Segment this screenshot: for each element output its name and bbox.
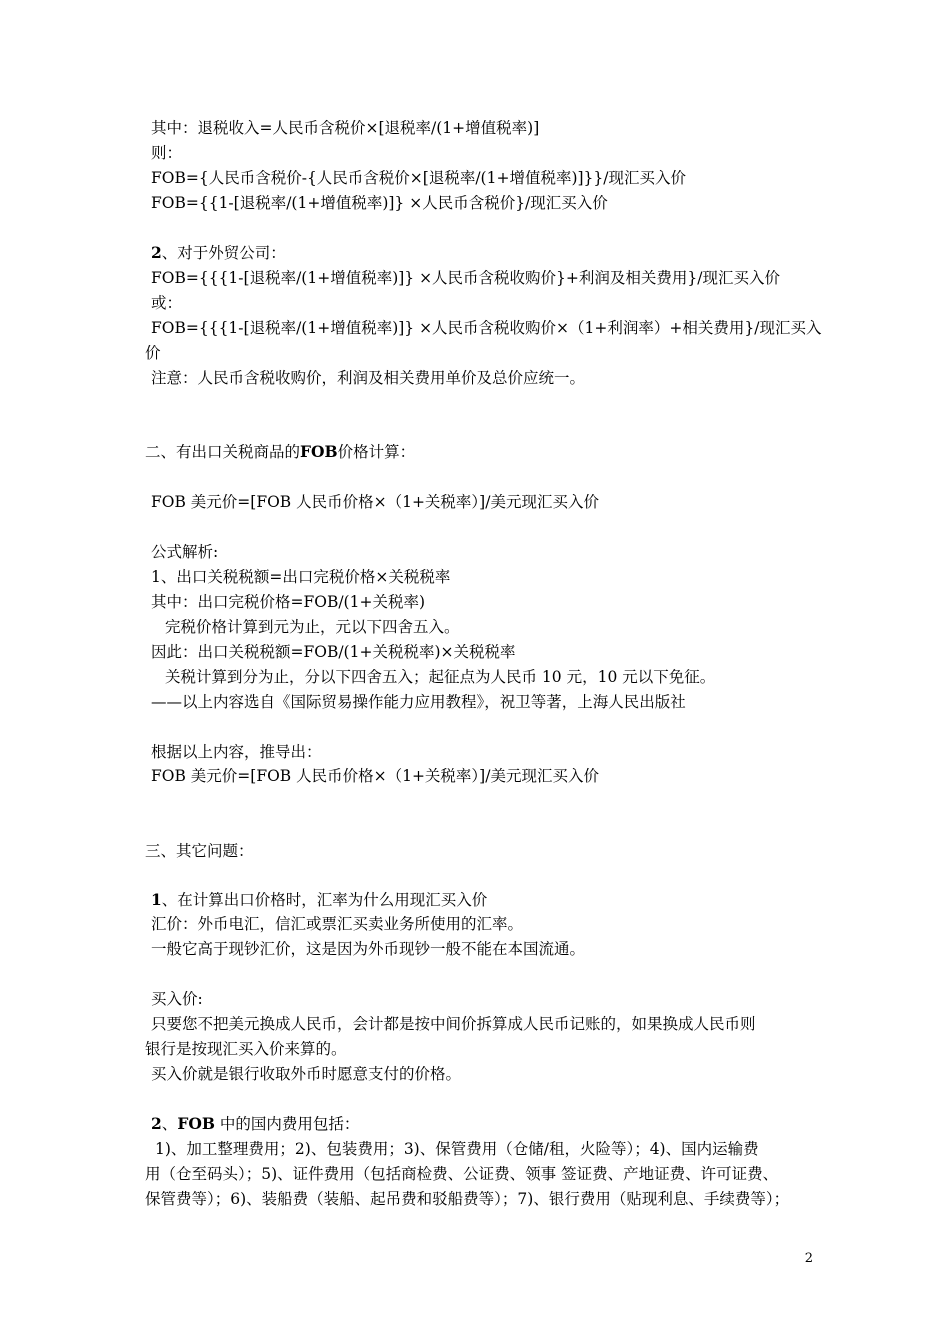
page-number: 2 (804, 1251, 813, 1266)
text-line: 其中：出口完税价格=FOB/(1+关税率) (151, 593, 426, 611)
text-line: 一般它高于现钞汇价，这是因为外币现钞一般不能在本国流通。 (151, 940, 586, 958)
section-subheading (145, 889, 821, 911)
text-line: 只要您不把美元换成人民币，会计都是按中间价拆算成人民币记账的，如果换成人民币则 (151, 1015, 756, 1033)
section-subheading (145, 242, 821, 264)
text-line: 则： (151, 144, 183, 162)
item-number: 1 (151, 890, 162, 909)
text-line: FOB 美元价=[FOB 人民币价格×（1+关税率）]/美元现汇买入价 (151, 493, 599, 511)
text-line: FOB 美元价=[FOB 人民币价格×（1+关税率）]/美元现汇买入价 (151, 767, 599, 785)
section-heading (145, 441, 815, 463)
text-line: 银行是按现汇买入价来算的。 (145, 1040, 347, 1058)
text-line: 关税计算到分为止，分以下四舍五入；起征点为人民币 10 元，10 元以下免征。 (165, 668, 716, 686)
item-title: 、对于外贸公司： (161, 244, 286, 262)
item-number: 2 (151, 243, 162, 262)
item-number: 2 (151, 1114, 162, 1133)
text-line: ——以上内容选自《国际贸易操作能力应用教程》，祝卫等著，上海人民出版社 (151, 693, 686, 711)
heading-suffix: 价格计算： (337, 443, 416, 461)
text-line: 完税价格计算到元为止，元以下四舍五入。 (165, 618, 460, 636)
text-line: 注意：人民币含税收购价，利润及相关费用单价及总价应统一。 (151, 369, 586, 387)
section-subheading (145, 1113, 821, 1135)
item-keyword: FOB (177, 1114, 215, 1133)
text-line: 价 (145, 344, 161, 362)
section-heading: 三、其它问题： (145, 842, 254, 860)
text-line: FOB={{1-[退税率/(1+增值税率)]} ×人民币含税价}/现汇买入价 (151, 194, 608, 212)
text-line: FOB={{{1-[退税率/(1+增值税率)]} ×人民币含税收购价}+利润及相关费用}/现汇买入价 (151, 269, 780, 287)
item-title: 中的国内费用包括： (214, 1115, 360, 1133)
text-line: 保管费等）；6)、装船费（装船、起吊费和驳船费等）；7)、银行费用（贴现利息、手续费等）； (145, 1190, 790, 1208)
text-line: 买入价就是银行收取外币时愿意支付的价格。 (151, 1065, 462, 1083)
text-line: 1、出口关税税额=出口完税价格×关税税率 (151, 568, 451, 586)
text-line: 或： (151, 294, 183, 312)
text-line: FOB={人民币含税价-{人民币含税价×[退税率/(1+增值税率)]}}/现汇买入价 (151, 169, 686, 187)
text-line: 公式解析: (151, 543, 219, 561)
item-separator: 、 (161, 1115, 178, 1133)
text-line: 买入价: (151, 990, 203, 1008)
text-line: 1)、加工整理费用；2)、包装费用；3)、保管费用（仓储/租，火险等）；4)、国内运输费 (155, 1140, 759, 1158)
text-line: 因此：出口关税税额=FOB/(1+关税税率)×关税税率 (151, 643, 516, 661)
text-line: 汇价：外币电汇，信汇或票汇买卖业务所使用的汇率。 (151, 915, 524, 933)
heading-keyword: FOB (300, 442, 338, 461)
item-title: 、在计算出口价格时，汇率为什么用现汇买入价 (161, 891, 488, 909)
text-line: FOB={{{1-[退税率/(1+增值税率)]} ×人民币含税收购价×（1+利润率）+相关费用}/现汇买入 (151, 319, 822, 337)
text-line: 用（仓至码头）；5)、证件费用（包括商检费、公证费、领事 签证费、产地证费、许可证费、 (145, 1165, 779, 1183)
text-line: 其中：退税收入=人民币含税价×[退税率/(1+增值税率)] (151, 119, 540, 137)
heading-prefix: 二、有出口关税商品的 (145, 443, 301, 461)
text-line: 根据以上内容，推导出： (151, 743, 322, 761)
